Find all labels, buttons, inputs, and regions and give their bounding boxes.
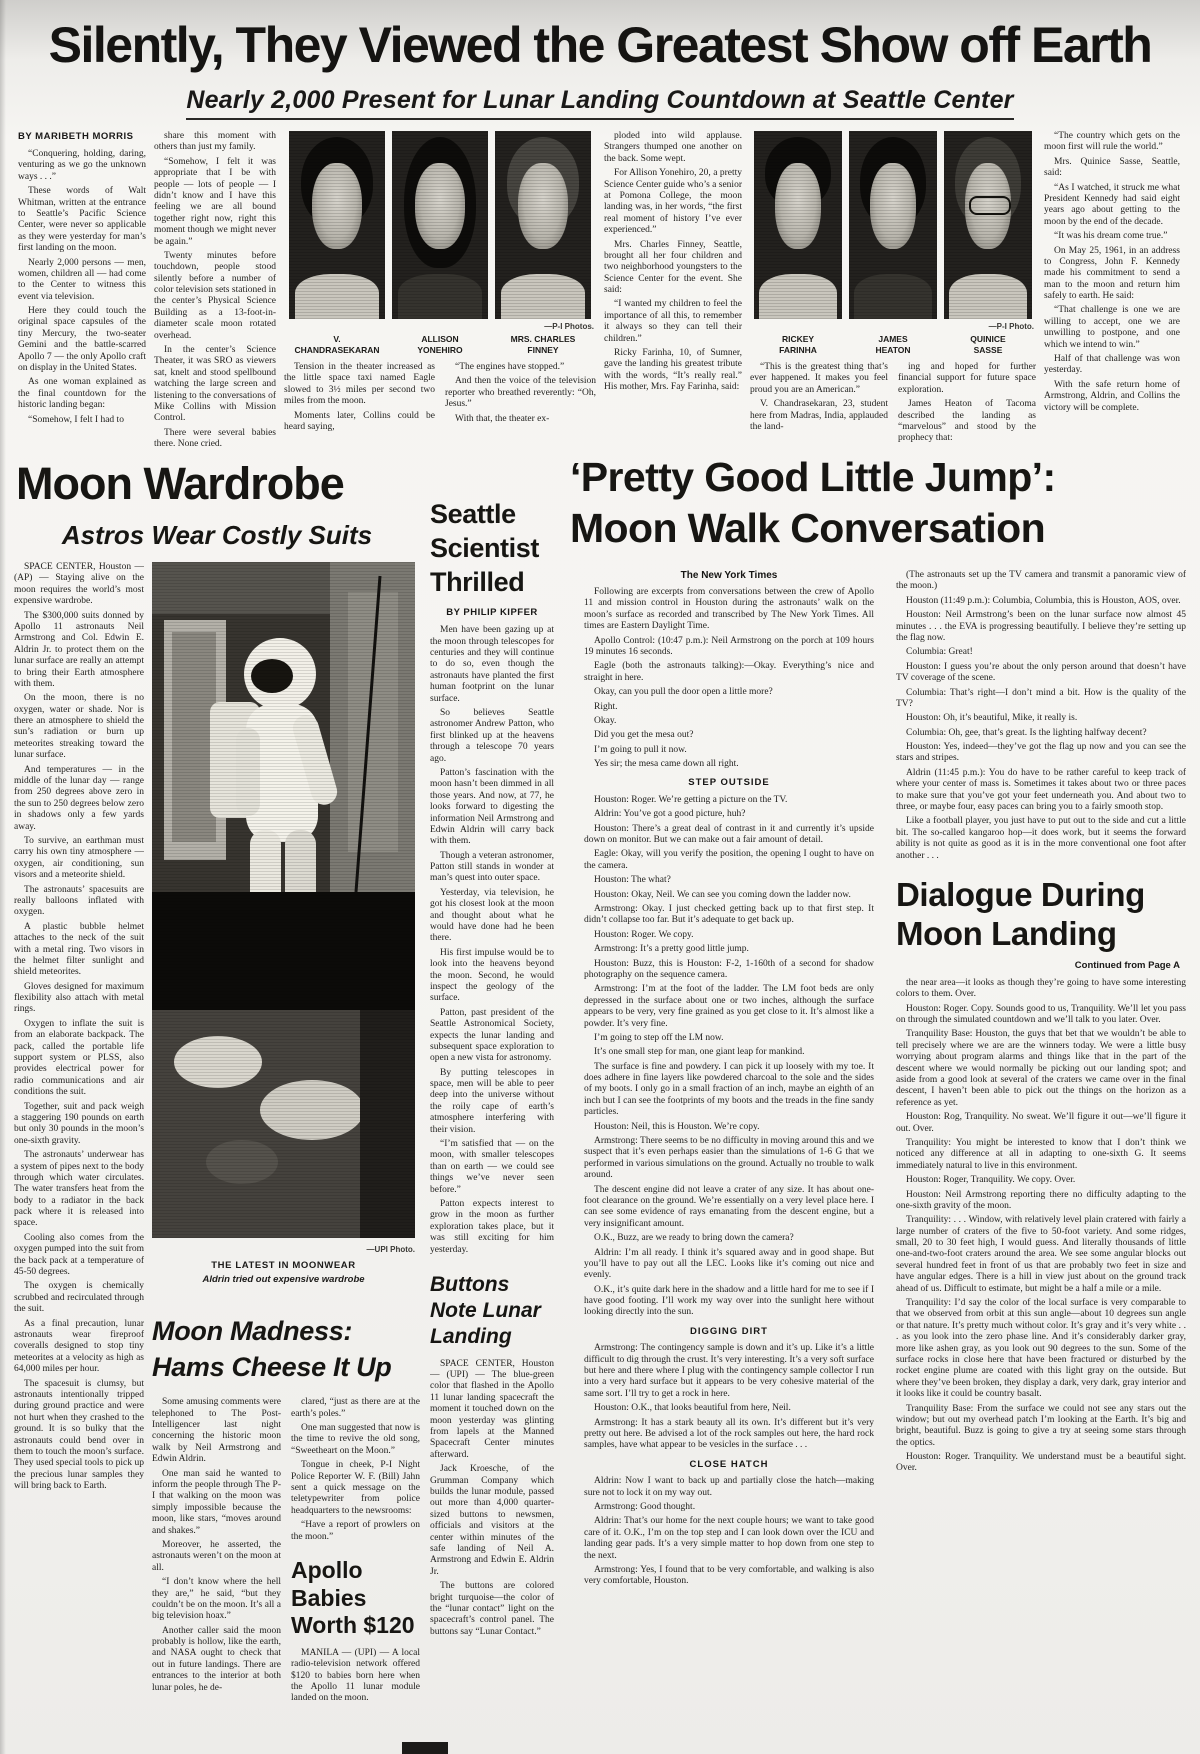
nyt-credit: The New York Times (680, 570, 778, 581)
paragraph: Houston: I guess you’re about the only person around that doesn’t have TV coverage of the scene. (896, 661, 1186, 684)
paragraph: DIGGING DIRT (690, 1325, 768, 1337)
paragraph: Houston: Roger. We’re getting a picture on the TV. (594, 794, 788, 805)
paragraph: Houston: Buzz, this is Houston: F-2, 1-160th of a second for shadow photography on the sequence camera. (584, 958, 874, 980)
under-photos-2 (750, 362, 1036, 453)
main-headline: Silently, They Viewed the Greatest Show off Earth (48, 17, 1152, 73)
seattle-scientist-byline: BY PHILIP KIPFER (446, 607, 538, 619)
continued-from-note: Continued from Page A (1074, 959, 1180, 971)
paragraph: Armstrong: It has a stark beauty all its own. It’s different but it’s very pretty out here. Be advised a lot of the rock samples out here, the hard rock samples, have what appear to be vesicles in the surface . . . (584, 1417, 874, 1451)
paragraph: Okay. (594, 715, 617, 726)
dialogue-headline-line1: Dialogue During (896, 875, 1145, 913)
apollo-babies-headline-line1: Apollo Babies (291, 1556, 367, 1611)
under-photos-1 (284, 362, 596, 453)
paragraph: I’m going to pull it now. (594, 744, 687, 755)
caption-line: YONEHIRO (417, 345, 463, 356)
portrait-face (965, 163, 1011, 249)
paragraph: Patton, past president of the Seattle Astronomical Society, expects the lunar landing and subsequent space exploration to open a new vista for astronomy. (430, 1007, 554, 1064)
paragraph: Nearly 2,000 persons — men, women, children all — had come to the Center to witness this event via television. (18, 257, 146, 302)
lead-story-col1 (18, 131, 146, 453)
dialogue-headline (896, 876, 1186, 954)
caption-quinice-sasse (944, 334, 1032, 356)
paragraph: Following are excerpts from conversations between the crew of Apollo 11 and mission control in Houston during the astronauts’ walk on the moon’s surface as recorded and transcribed by The New York Times. All times are Eastern Daylight Time. (584, 587, 874, 632)
moon-madness-col2 (291, 1397, 420, 1725)
moon-madness-headline-line1: Moon Madness: (152, 1316, 353, 1346)
paragraph: Jack Kroesche, of the Grumman Company which builds the lunar module, passed out more than 4,000 quarter-sized buttons to newsmen, officials and visitors at the center within minutes of the safe landing of Neil A. Armstrong and Edwin E. Aldrin Jr. (430, 1464, 554, 1577)
portrait-shoulders (854, 274, 931, 319)
paragraph: Armstrong: The contingency sample is down and it’s up. Like it’s a little difficult to dig through the crust. It’s very interesting. It’s a very soft surface but here and there where I plug with the contingency sample collector I run into a very hard surface but it appears to be very cohesive material of the same sort. I’ll try to get a rock in here. (584, 1343, 874, 1399)
caption-v-chandrasekaran (289, 334, 385, 356)
moon-walk-headline-line1: ‘Pretty Good Little Jump’: (570, 454, 1056, 500)
paragraph: Houston: Neil Armstrong’s been on the lunar surface now almost 45 minutes . . . the EVA is progressing beautifully. I believe they’re setting up the flag now. (896, 610, 1186, 643)
paragraph: SPACE CENTER, Houston — (UPI) — The blue-green color that flashed in the Apollo 11 lunar landing spacecraft the moment it touched down on the moon yesterday was glinting from lapels at the Manned Spacecraft Center minutes afterward. (430, 1358, 554, 1460)
portrait-face (518, 163, 568, 249)
paragraph: The oxygen is chemically scrubbed and recirculated through the suit. (14, 1281, 144, 1315)
moon-walk-col2-text (896, 570, 1186, 862)
photo-james-heaton (849, 131, 937, 319)
portrait-hair (860, 137, 927, 227)
moon-walk-headline (570, 452, 1188, 554)
paragraph: Houston: Roger. We copy. (594, 929, 694, 940)
paragraph: Armstrong: Good thought. (594, 1501, 696, 1512)
moon-wardrobe-text (14, 562, 144, 1748)
paragraph: Armstrong: Okay. I just checked getting back up to that first step. It didn’t collapse too far. But it’s adequate to get back up. (584, 903, 874, 926)
caption-line: SASSE (973, 345, 1003, 356)
paragraph: Tranquility Base: Houston, the guys that bet that we wouldn’t be able to tell precisely where we are are the winners today. We were a little busy worrying about program alarms and things like that in the part of the descent where we would normally be picking out our landing spot; and aside from a good look at several of the craters we came over in the final descent, I haven’t been able to pick out the things on the horizon as a reference as yet. (896, 1029, 1186, 1108)
portrait-hair (507, 137, 580, 227)
paragraph: Men have been gazing up at the moon through telescopes for centuries and they will continue to do so, even though the astronauts have planted the first human footprint on the lunar surface. (430, 625, 554, 704)
paragraph: “It was his dream come true.” (1054, 231, 1168, 242)
paragraph: Moreover, he asserted, the astronauts weren’t on the moon at all. (152, 1539, 281, 1573)
paragraph: There were several babies there. None cried. (154, 427, 276, 450)
paragraph: The descent engine did not leave a crater of any size. It has about one-foot clearance on the ground. We’re essentially on a very level place here. I can see some evidence of rays emanating from the descent engine, but a very insignificant amount. (584, 1184, 874, 1229)
paragraph: So believes Seattle astronomer Andrew Patton, who first blinked up at the heavens through a telescope 70 years ago. (430, 707, 554, 764)
paragraph: Armstrong: I’m at the foot of the ladder. The LM foot beds are only depressed in the surface about one or two inches, although the surface appears to be very, very fine grained as you get close to it. It’s almost like a powder. It’s very fine. (584, 984, 874, 1029)
photo-allison-yonehiro (392, 131, 488, 319)
paragraph: These words of Walt Whitman, written at the entrance to Seattle’s Pacific Science Center, were never so applicable as they were yesterday for man’s first landing on the moon. (18, 186, 146, 254)
lead-col1-text (18, 149, 146, 426)
portrait-face (415, 163, 465, 249)
paragraph: Houston (11:49 p.m.): Columbia, Columbia, this is Houston, AOS, over. (906, 595, 1181, 606)
scan-artifact (402, 1742, 448, 1754)
seattle-scientist-story (430, 498, 554, 1754)
paragraph: Did you get the mesa out? (594, 730, 694, 741)
portrait-hair (301, 137, 374, 227)
under-photos-2-col2 (898, 362, 1036, 453)
paragraph: Together, suit and pack weigh a staggering 190 pounds on earth but only 30 pounds in the moon’s one-sixth gravity. (14, 1101, 144, 1146)
moon-madness-story (152, 1314, 420, 1750)
seattle-scientist-text (430, 625, 554, 1256)
caption-line: MRS. CHARLES (510, 334, 576, 344)
moon-walk-col1 (584, 570, 874, 1754)
paragraph: “I’m satisfied that — on the moon, with smaller telescopes than on earth — we could see things we’ve never seen before.” (430, 1139, 554, 1195)
paragraph: As one woman explained as the final countdown for the historic landing began: (18, 377, 146, 411)
portrait-face (312, 163, 362, 249)
paragraph: Apollo Control: (10:47 p.m.): Neil Armstrong on the porch at 109 hours 19 minutes 16 seconds. (584, 635, 874, 657)
paragraph: Yes sir; the mesa came down all right. (594, 759, 739, 770)
paragraph: “Conquering, holding, daring, venturing as we go the unknown ways . . .” (18, 149, 146, 182)
paragraph: Houston: Roger. Copy. Sounds good to us, Tranquility. We’ll let you pass on through the simulated countdown and we’ll talk to you later. Over. (896, 1003, 1186, 1026)
paragraph: Tension in the theater increased as the little space taxi named Eagle slowed to 3½ miles per second two miles from the moon. (284, 362, 435, 407)
paragraph: Ricky Farinha, 10, of Sumner, gave the landing his greatest tribute with the words, “It’s really real.” His mother, Mrs. Fay Farinha, said: (604, 348, 742, 393)
paragraph: By putting telescopes in space, men will be able to peer deep into the universe without the roily cape of earth’s atmosphere interfering with their vision. (430, 1067, 554, 1135)
photo-mrs-charles-finney (495, 131, 591, 319)
paragraph: “The engines have stopped.” (455, 362, 565, 373)
photo-credit-2: —P-I Photo. (988, 322, 1034, 331)
paragraph: Another caller said the moon probably is hollow, like the earth, and NASA ought to check that out in future landings. There are entrances to the interior at both lunar poles, he de- (152, 1625, 281, 1693)
photo-row-2 (750, 131, 1036, 319)
paragraph: O.K., it’s quite dark here in the shadow and a little hard for me to see if I have good footing. I’ll work my way over into the sunlight here without looking directly into the sun. (584, 1284, 874, 1318)
paragraph: STEP OUTSIDE (688, 777, 770, 789)
paragraph: Like a football player, you just have to put out to the side and cut a little bit. The so-called kangaroo hop—it does work, but it seems the forward ability is not quite as good as it is in the more conventional one foot after another . . . (896, 816, 1186, 861)
photo-credit-1: —P-I Photos. (544, 322, 594, 331)
caption-row-1 (284, 332, 596, 356)
photo-group-1 (284, 131, 596, 453)
portrait-shoulders (398, 274, 482, 319)
moon-walk-headline-line2: Moon Walk Conversation (570, 504, 1046, 551)
caption-row-2 (750, 332, 1036, 356)
paragraph: Eagle (both the astronauts talking):—Okay. Everything’s nice and straight in here. (584, 661, 874, 683)
portrait-face (870, 163, 916, 249)
paragraph: Columbia: That’s right—I don’t mind a bit. How is the quality of the TV? (896, 687, 1186, 709)
paragraph: Gloves designed for maximum flexibility also attach with metal rings. (14, 981, 144, 1015)
paragraph: Aldrin: Now I want to back up and partially close the hatch—making sure not to lock it on my way out. (584, 1476, 874, 1498)
paragraph: Houston: Neil Armstrong reporting there no difficulty adapting to the one-sixth gravity of the moon. (896, 1189, 1186, 1211)
paragraph: Houston: There’s a great deal of contrast in it and currently it’s upside down on monitor. But we can make out a fair amount of detail. (584, 823, 874, 846)
paragraph: (The astronauts set up the TV camera and transmit a panoramic view of the moon.) (896, 570, 1186, 592)
paragraph: It’s one small step for man, one giant leap for mankind. (594, 1047, 805, 1058)
dialogue-headline-line2: Moon Landing (896, 914, 1117, 952)
moon-madness-columns (152, 1397, 420, 1725)
caption-line: V. (333, 334, 341, 344)
buttons-text (430, 1359, 554, 1638)
paragraph: And then the voice of the television reporter who breathed reverently: “Oh, Jesus.” (445, 376, 596, 410)
paragraph: Armstrong: Yes, I found that to be very comfortable, and walking is also very comfortable, Houston. (584, 1564, 874, 1587)
paragraph: Yesterday, via television, he got his closest look at the moon and thought about what he would have done had he been there. (430, 887, 554, 944)
lead-story (0, 131, 1200, 453)
moonwear-photo (152, 562, 415, 1238)
paragraph: Houston: Roger, Tranquility. We copy. Over. (906, 1175, 1076, 1186)
paragraph: “The country which gets on the moon first will rule the world.” (1044, 131, 1180, 153)
dialogue-text (896, 978, 1186, 1475)
paragraph: The astronauts’ underwear has a system of pipes next to the body through which water circulates. The water transfers heat from the body to a radiator in the back pack where it is released into space. (14, 1150, 144, 1229)
seattle-scientist-headline: Seattle Scientist Thrilled (430, 499, 539, 597)
moon-walk-col2 (896, 570, 1186, 1754)
paragraph: Columbia: Oh, gee, that’s great. Is the lighting halfway decent? (906, 727, 1147, 738)
moon-madness-col2-text (291, 1397, 420, 1543)
paragraph: Houston: The what? (594, 875, 671, 886)
paragraph: Aldrin: That’s our home for the next couple hours; we want to take good care of it. O.K., I’m on the top step and I can look down over the ICU and landing gear pads. It’s a very simple matter to hop down from one step to the next. (584, 1516, 874, 1561)
paragraph: V. Chandrasekaran, 23, student here from Madras, India, applauded the land- (750, 399, 888, 433)
portrait-hair (765, 137, 832, 208)
paragraph: clared, “just as there are at the earth’s poles.” (291, 1397, 420, 1419)
paragraph: To survive, an earthman must carry his own tiny atmosphere — oxygen, air conditioning, sun visors and a meteorite shield. (14, 835, 144, 881)
paragraph: One man said he wanted to inform the people through The P-I that walking on the moon was simply impossible because the moon, like stars, “moves around and shakes.” (152, 1468, 281, 1536)
moon-madness-headline-line2: Hams Cheese It Up (152, 1351, 392, 1382)
paragraph: The surface is fine and powdery. I can pick it up loosely with my toe. It does adhere in fine layers like powdered charcoal to the sole and the sides of my boots. I only go in a small fraction of an inch, maybe an eighth of an inch but I can see the footprints of my boots and the treads in the fine sandy particles. (584, 1061, 874, 1118)
paragraph: Twenty minutes before touchdown, people stood silently before a number of color television sets stationed in the center’s Physical Science Building as a 13-foot-in-diameter scale moon rotated overhead. (154, 250, 276, 341)
under-photos-2-col1 (750, 362, 888, 453)
caption-line: HEATON (875, 345, 911, 356)
paragraph: Some amusing comments were telephoned to The Post-Intelligencer last night concerning the historic moon walk by Neil Armstrong and Edwin Aldrin. (152, 1397, 281, 1465)
paragraph: Tranquility: . . . Window, with relatively level plain cratered with fairly a large number of craters of the five to 50-foot variety. And some ridges, small, 20 to 30 feet high, I would guess. And literally thousands of little one-and-two-foot craters around the area. We see some angular blocks out several hundred feet in front of us that are probably two feet in size and have angular edges. There is a hill in view just about on the ground track ahead of us. Difficult to estimate, but might be a half a mile or a mile. (896, 1215, 1186, 1294)
caption-line: RICKEY (781, 334, 815, 344)
paragraph: And temperatures — in the middle of the lunar day — range from 250 degrees above zero in the sun to 250 degrees below zero in shadows only a few yards away. (14, 764, 144, 832)
masthead (0, 0, 1200, 115)
paragraph: Though a veteran astronomer, Patton still stands in wonder at man’s quest into outer space. (430, 850, 554, 884)
lead-col4-text (1044, 131, 1180, 414)
paragraph: Houston: Rog, Tranquility. No sweat. We’ll figure it out—we’ll figure it out. Over. (896, 1112, 1186, 1134)
paragraph: A plastic bubble helmet attaches to the neck of the suit with a metal ring. Two visors in the helmet filter sunlight and shield meteorites. (14, 921, 144, 978)
paragraph: Tranquility Base: From the surface we could not see any stars out the window; but out my overhead patch I’m looking at the Earth. It’s big and bright, beautiful. Buzz is going to give a try at seeing some stars through the optics. (896, 1403, 1186, 1448)
paragraph: Houston: Oh, it’s beautiful, Mike, it really is. (906, 713, 1078, 724)
paragraph: Armstrong: There seems to be no difficulty in moving around this and we suspect that it’s even perhaps easier than the simulations of 1-6 G that we performed in various simulations on the ground. Actually no trouble to walk around. (584, 1136, 874, 1181)
caption-line: CHANDRASEKARAN (294, 345, 380, 356)
portrait-hair (404, 137, 477, 269)
paragraph: On May 25, 1961, in an address to Congress, John F. Kennedy made his commitment to send a man to the moon and return him safely to earth. He said: (1044, 245, 1180, 302)
bottom-section (0, 452, 1200, 1754)
paragraph: Houston: Roger. Tranquility. We understand must be a beautiful sight. Over. (896, 1452, 1186, 1474)
caption-line: JAMES (878, 334, 908, 344)
paragraph: “As I watched, it struck me what President Kennedy had said eight years ago about getting to the moon by the end of the decade. (1044, 182, 1180, 227)
photo-v-chandrasekaran (289, 131, 385, 319)
paragraph: The $300,000 suits donned by Apollo 11 astronauts Neil Armstrong and Col. Edwin E. Aldrin Jr. to protect them on the lunar surface are really an attempt to bring their Earth atmosphere with them. (14, 610, 144, 689)
sub-headline: Nearly 2,000 Present for Lunar Landing Countdown at Seattle Center (186, 86, 1013, 120)
moonwear-caption-sub: Aldrin tried out expensive wardrobe (202, 1274, 365, 1285)
caption-line: ALLISON (421, 334, 459, 344)
paragraph: Columbia: Great! (906, 647, 973, 658)
paragraph: “Have a report of prowlers on the moon.” (291, 1520, 420, 1542)
paragraph: The astronauts’ spacesuits are really balloons inflated with oxygen. (14, 884, 144, 918)
portrait-shoulders (295, 274, 379, 319)
caption-line: FARINHA (779, 345, 817, 356)
paragraph: “Somehow, I felt it was appropriate that I be with people — lots of people — I didn’t know and I have this feeling we are all bound together right now, right this moment though we might never be again.” (154, 156, 276, 247)
paragraph: CLOSE HATCH (689, 1458, 769, 1470)
paragraph: Oxygen to inflate the suit is from an elaborate backpack. The pack, called the portable life support system or PLSS, also provides electrical power for radio communications and air conditions the suit. (14, 1018, 144, 1098)
paragraph: One man suggested that now is the time to revive the old song, “Sweetheart on the Moon.” (291, 1423, 420, 1456)
paragraph: Aldrin: You’ve got a good picture, huh? (594, 809, 746, 820)
paragraph: Armstrong: It’s a pretty good little jump. (594, 944, 749, 955)
paragraph: ploded into wild applause. Strangers thumped one another on the back. Some wept. (604, 131, 742, 164)
paragraph: “This is the greatest thing that’s ever happened. It makes you feel proud you are an American.” (750, 362, 888, 395)
paragraph: Aldrin: I’m all ready. I think it’s squared away and in good shape. But you’ll have to pay out all the LEC. Looks like it’s coming out nice and evenly. (584, 1247, 874, 1281)
paragraph: ing and hoped for further financial support for future space exploration. (898, 362, 1036, 395)
caption-line: QUINICE (970, 334, 1006, 344)
paragraph: With that, the theater ex- (455, 413, 550, 424)
paragraph: Moments later, Collins could be heard saying, (284, 410, 435, 433)
moon-walk-col1-text (584, 587, 874, 1588)
buttons-headline: Buttons Note Lunar Landing (430, 1272, 541, 1349)
caption-line: FINNEY (527, 345, 559, 356)
paragraph: Half of that challenge was won yesterday. (1044, 354, 1180, 376)
paragraph: The spacesuit is clumsy, but astronauts intentionally tripped during ground practice and were not hurt when they crashed to the ground. It is so bulky that the astronauts could bend over in them to touch the moon’s surface. They used special tools to pick up the precious lunar samples they will bring back to Earth. (14, 1378, 144, 1492)
paragraph: SPACE CENTER, Houston — (AP) — Staying alive on the moon requires the world’s most expensive wardrobe. (14, 562, 144, 607)
caption-mrs-charles-finney (495, 334, 591, 356)
lead-col3-text (604, 131, 742, 394)
paragraph: Eagle: Okay, will you verify the position, the opening I ought to have on the camera. (584, 849, 874, 871)
moonwear-caption-title: THE LATEST IN MOONWEAR (211, 1260, 356, 1271)
photo-quinice-sasse (944, 131, 1032, 319)
apollo-babies-headline (291, 1557, 420, 1640)
paragraph: Houston: Okay, Neil. We can see you coming down the ladder now. (594, 889, 851, 900)
paragraph: Tranquility: I’d say the color of the local surface is very comparable to that we observed from orbit at this sun angle—about 10 degrees sun angle or that nature. It’s pretty much without color. It’s gray and it’s very white . . . as you look into the zero phase line. And it’s considerably darker gray, more like ashen gray, as you look out 90 degrees to the sun. Some of the surface rocks in close here that have been fractured or disturbed by the rocket engine plume are coated with this light gray on the outside. But where they’ve been broken, they display a dark, very dark, gray interior and it looks like it could be country basalt. (896, 1298, 1186, 1400)
portrait-hair (955, 137, 1022, 227)
paragraph: “That challenge is one we are willing to accept, one we are unwilling to postpone, and one which we intend to win.” (1044, 305, 1180, 350)
paragraph: I’m going to step off the LM now. (594, 1032, 724, 1043)
paragraph: Houston: O.K., that looks beautiful from here, Neil. (594, 1403, 791, 1414)
paragraph: O.K., Buzz, are we ready to bring down the camera? (594, 1233, 794, 1244)
paragraph: Tranquility: You might be interested to know that I don’t think we noticed any difference at all in adapting to one-sixth G. It seems immediately natural to live in this environment. (896, 1137, 1186, 1171)
paragraph: Here they could touch the original space capsules of the tiny Mercury, the two-seater Gemini and the battle-scarred Apollo 7 — the only Apollo craft on display in the United States. (18, 306, 146, 374)
paragraph: With the safe return home of Armstrong, Aldrin, and Collins the victory will be complete. (1044, 379, 1180, 413)
moon-wardrobe-subhead: Astros Wear Costly Suits (61, 520, 373, 550)
moon-madness-col1 (152, 1397, 281, 1725)
lead-col2-text (154, 131, 276, 451)
paragraph: Right. (594, 701, 618, 712)
paragraph: Cooling also comes from the oxygen pumped into the suit from the back pack at a temperature of 45-50 degrees. (14, 1232, 144, 1278)
paragraph: Aldrin (11:45 p.m.): You do have to be rather careful to keep track of where your center of mass is. Sometimes it takes about two or three paces to make sure that you’ve got your feet underneath you. And about two to three, or maybe four, easy paces can bring you to a fairly smooth stop. (896, 767, 1186, 813)
apollo-babies-text (291, 1648, 420, 1705)
paragraph: The buttons are colored bright turquoise—the color of the “lunar contact” light on the spacecraft’s control panel. The buttons say “Lunar Contact.” (430, 1581, 554, 1637)
portrait-shoulders (759, 274, 836, 319)
paragraph: Patton’s fascination with the moon hasn’t been dimmed in all those years. And now, at 77, he looks forward to digesting the information Neil Armstrong and Edwin Aldrin will carry back with them. (430, 767, 554, 847)
paragraph: Patton expects interest to grow in the moon as further exploration takes place, but it was still exciting for him yesterday. (430, 1199, 554, 1255)
photo-rickey-farinha (754, 131, 842, 319)
portrait-shoulders (949, 274, 1026, 319)
caption-allison-yonehiro (392, 334, 488, 356)
paragraph: His first impulse would be to look into the heavens beyond the moon. Second, he would inspect the geology of the surface. (430, 947, 554, 1004)
paragraph: As a final precaution, lunar astronauts wear fireproof coveralls designed to stop tiny meteorites at a velocity as high as 64,000 miles per hour. (14, 1318, 144, 1375)
portrait-shoulders (501, 274, 585, 319)
under-photos-1-col2 (445, 362, 596, 453)
under-photos-1-col1 (284, 362, 435, 453)
lead-story-col3 (604, 131, 742, 453)
paragraph: For Allison Yonehiro, 20, a pretty Science Center guide who’s a senior at Pomona College, the moon landing was, in her words, “the first real moment of history I’ve ever experienced.” (604, 168, 742, 236)
paragraph: Houston: Yes, indeed—they’ve got the flag up now and you can see the stars and stripes. (896, 742, 1186, 764)
lead-byline: BY MARIBETH MORRIS (18, 131, 134, 142)
paragraph: share this moment with others than just my family. (154, 131, 276, 153)
paragraph: Tongue in cheek, P-I Night Police Reporter W. F. (Bill) Jahn sent a quick message on the teletypewriter from police headquarters to the newsrooms: (291, 1460, 420, 1516)
apollo-babies-headline-line2: Worth $120 (291, 1612, 415, 1639)
paragraph: MANILA — (UPI) — A local radio-television network offered $120 to babies born here when the Apollo 11 lunar module landed on the moon. (291, 1647, 420, 1704)
paragraph: Mrs. Charles Finney, Seattle, brought all her four children and two neighborhood youngsters to the Science Center for the event. She said: (604, 239, 742, 296)
paragraph: Okay, can you pull the door open a little more? (594, 687, 773, 698)
lead-story-col4 (1044, 131, 1180, 453)
paragraph: In the center’s Science Theater, it was SRO as viewers sat, knelt and stood spellbound watching the large screen and listening to the conversations of Mike Collins with Mission Control. (154, 345, 276, 424)
sub-headline-row (0, 86, 1200, 115)
lead-story-col2 (154, 131, 276, 453)
moonwear-photo-credit: —UPI Photo. (366, 1245, 415, 1254)
moon-wardrobe-headline: Moon Wardrobe (16, 458, 344, 509)
paragraph: James Heaton of Tacoma described the landing as “marvelous” and stood by the prophecy that: (898, 399, 1036, 444)
astronaut-illustration (152, 562, 415, 1238)
paragraph: Houston: Neil, this is Houston. We’re copy. (594, 1121, 760, 1132)
moon-madness-headline (152, 1314, 420, 1385)
photo-group-2 (750, 131, 1036, 453)
paragraph: “I wanted my children to feel the importance of all this, to remember it always so they can tell their children.” (604, 299, 742, 344)
paragraph: On the moon, there is no oxygen, water or shade. Nor is there an atmosphere to shield the sun’s radiation or burn up meteorites streaking toward the lunar surface. (14, 693, 144, 761)
portrait-face (775, 163, 821, 249)
paragraph: the near area—it looks as though they’re going to have some interesting colors to them. Over. (896, 977, 1186, 1000)
caption-james-heaton (849, 334, 937, 356)
photo-row-1 (284, 131, 596, 319)
paragraph: “I don’t know where the hell they are,” he said, “but they couldn’t be on the moon. It’s all a big television hoax.” (152, 1577, 281, 1622)
paragraph: Mrs. Quinice Sasse, Seattle, said: (1044, 156, 1180, 179)
paragraph: “Somehow, I felt I had to (28, 414, 124, 425)
caption-rickey-farinha (754, 334, 842, 356)
